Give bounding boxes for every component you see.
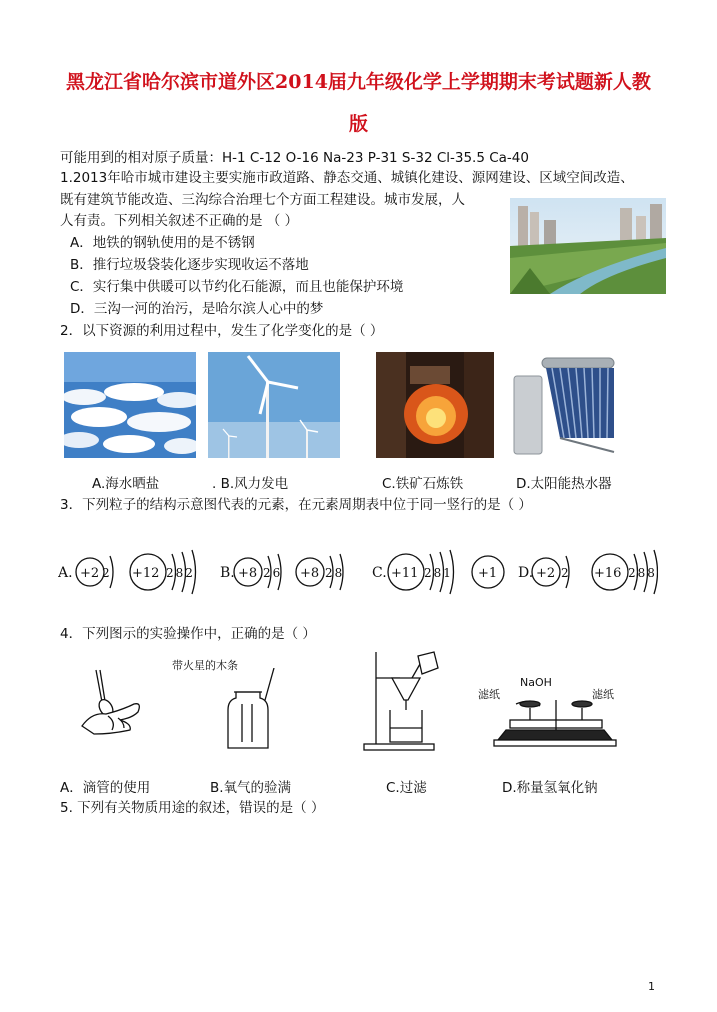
q3-a-atom1-nucleus: +2 bbox=[80, 566, 100, 581]
q4-option-b: B.氧气的验满 bbox=[210, 780, 292, 796]
q3-c-atom2-nucleus: +1 bbox=[478, 566, 498, 581]
q1-stem-line1: 1.2013年哈市城市建设主要实施市政道路、静态交通、城镇化建设、源网建设、区域空间改造、 bbox=[60, 170, 634, 186]
city-river-photo bbox=[510, 198, 666, 294]
q3-d-atom1-nucleus: +2 bbox=[536, 566, 556, 581]
q1-option-d: D．三沟一河的治污，是哈尔滨人心中的梦 bbox=[70, 301, 324, 317]
q2-option-c: C.铁矿石炼铁 bbox=[382, 476, 464, 492]
q1-option-a: A．地铁的钢轨使用的是不锈钢 bbox=[70, 235, 255, 251]
q3-a-atom2-shells: 282 bbox=[166, 566, 195, 580]
q4-label-paper-right: 滤纸 bbox=[592, 688, 614, 701]
q3-c-atom1-shells: 281 bbox=[424, 566, 453, 580]
q4-label-naoh: NaOH bbox=[520, 676, 552, 689]
solar-water-heater-photo bbox=[510, 352, 622, 458]
q3-d-atom2-shells: 288 bbox=[628, 566, 657, 580]
q3-b-atom2-nucleus: +8 bbox=[300, 566, 320, 581]
q2-option-b: . B.风力发电 bbox=[212, 476, 289, 492]
q3-stem: 3．下列粒子的结构示意图代表的元素，在元素周期表中位于同一竖行的是（ ） bbox=[60, 497, 532, 513]
q3-a-atom1-shells: 2 bbox=[102, 566, 110, 580]
q3-option-c-letter: C. bbox=[372, 565, 387, 581]
q3-c-atom1-nucleus: +11 bbox=[391, 566, 419, 581]
atom-structure-diagrams bbox=[58, 542, 658, 602]
filtration-diagram bbox=[360, 648, 440, 752]
iron-smelting-photo bbox=[376, 352, 494, 458]
q3-b-atom1-shells: 26 bbox=[263, 566, 283, 580]
q3-d-atom1-shells: 2 bbox=[561, 566, 569, 580]
q2-option-a: A.海水晒盐 bbox=[92, 476, 160, 492]
q2-option-d: D.太阳能热水器 bbox=[516, 476, 612, 492]
q3-option-a-letter: A. bbox=[58, 565, 73, 581]
q1-stem-line3: 人有责。下列相关叙述不正确的是 （ ） bbox=[60, 213, 299, 229]
q5-stem: 5. 下列有关物质用途的叙述，错误的是（ ） bbox=[60, 800, 325, 816]
q3-a-atom2-nucleus: +12 bbox=[132, 566, 160, 581]
atomic-masses: 可能用到的相对原子质量：H-1 C-12 O-16 Na-23 P-31 S-32 Cl-35.5 Ca-40 bbox=[60, 150, 529, 166]
q3-b-atom2-shells: 28 bbox=[325, 566, 345, 580]
page-number: 1 bbox=[648, 980, 655, 993]
dropper-usage-diagram bbox=[72, 660, 162, 740]
q1-option-c: C．实行集中供暖可以节约化石能源，而且也能保护环境 bbox=[70, 279, 404, 295]
doc-title-line2: 版 bbox=[348, 113, 368, 135]
q1-option-b: B．推行垃圾袋装化逐步实现收运不落地 bbox=[70, 257, 309, 273]
q3-b-atom1-nucleus: +8 bbox=[238, 566, 258, 581]
sea-salt-photo bbox=[64, 352, 196, 458]
balance-weighing-diagram bbox=[490, 686, 618, 750]
q4-label-splint: 带火星的木条 bbox=[172, 659, 238, 672]
q3-option-d-letter: D. bbox=[518, 565, 534, 581]
q4-option-d: D.称量氢氧化钠 bbox=[502, 780, 598, 796]
doc-title-line1: 黑龙江省哈尔滨市道外区2014届九年级化学上学期期末考试题新人教 bbox=[66, 71, 651, 93]
oxygen-check-diagram bbox=[222, 668, 292, 752]
q4-option-a: A．滴管的使用 bbox=[60, 780, 151, 796]
q1-stem-line2: 既有建筑节能改造、三沟综合治理七个方面工程建设。城市发展，人 bbox=[60, 192, 465, 208]
q2-stem: 2．以下资源的利用过程中，发生了化学变化的是（ ） bbox=[60, 323, 384, 339]
q3-option-b-letter: B. bbox=[220, 565, 235, 581]
q4-option-c: C.过滤 bbox=[386, 780, 427, 796]
q4-stem: 4．下列图示的实验操作中，正确的是（ ） bbox=[60, 626, 316, 642]
q4-label-paper-left: 滤纸 bbox=[478, 688, 500, 701]
q3-d-atom2-nucleus: +16 bbox=[594, 566, 622, 581]
wind-turbine-photo bbox=[208, 352, 340, 458]
